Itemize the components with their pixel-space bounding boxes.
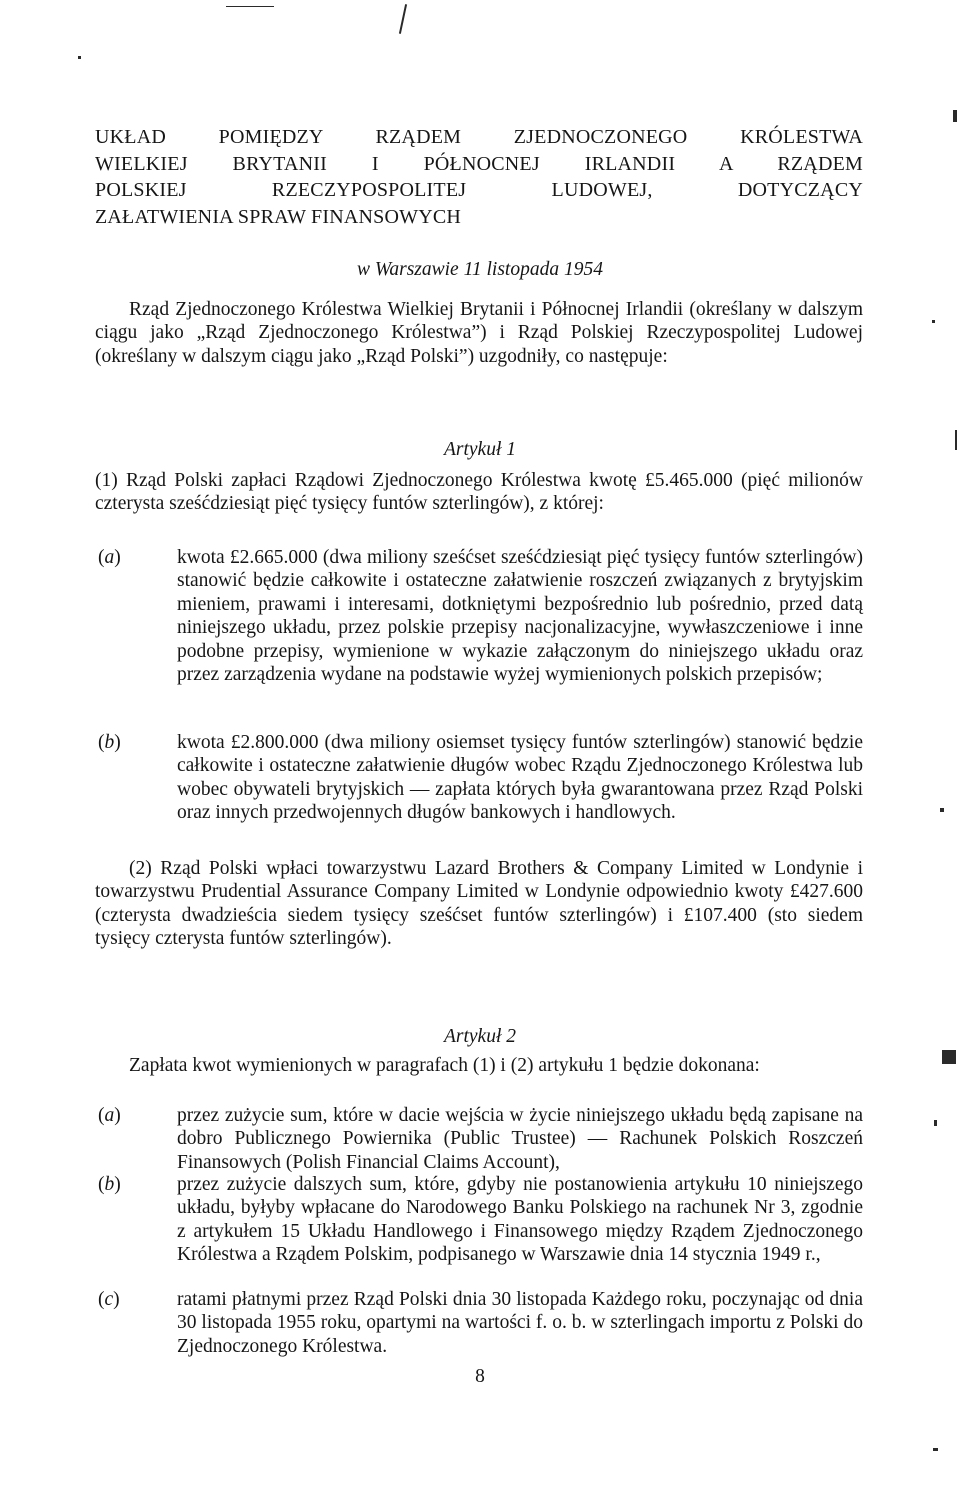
item-text: ratami płatnymi przez Rząd Polski dnia 30 listopada Każdego roku, poczynając od dnia 30 listopada 1955 roku, opartymi na wartości f. o. b. w szterlingach importu z Polski do Zjednoczonego Królestwa. bbox=[177, 1289, 863, 1357]
article-1-heading: Artykuł 1 bbox=[443, 439, 517, 460]
item-marker: (a) bbox=[98, 547, 121, 568]
date-line: w Warszawie 11 listopada 1954 bbox=[357, 259, 603, 280]
article-2-heading: Artykuł 2 bbox=[443, 1026, 517, 1047]
item-text: kwota £2.665.000 (dwa miliony sześćset sześćdziesiąt pięć tysięcy funtów szterlingów) stanowić będzie całkowite i ostateczne załatwienie roszczeń związanych z brytyjskim mieniem, prawami i interesami, dotkniętymi bezpośrednio lub pośrednio, przed datą niniejszego układu, przez polskie przepisy nacjonalizacyjne, wywłaszczeniowe i inne podobne przepisy, wymienione w wykazie załączonym do niniejszego układu oraz przez zarządzenia wydane na podstawie wyżej wymienionych polskich przepisów; bbox=[177, 547, 863, 686]
article-2-item-c bbox=[95, 1288, 863, 1358]
preamble-paragraph: Rząd Zjednoczonego Królestwa Wielkiej Brytanii i Północnej Irlandii (określany w dalszym ciągu jako „Rząd Zjednoczonego Królestwa”) i Rząd Polskiej Rzeczypospolitej Ludowej (określany w dalszym ciągu jako „Rząd Polski”) uzgodniły, co następuje: bbox=[95, 299, 863, 367]
article-2-item-a bbox=[95, 1104, 863, 1174]
scan-artifact bbox=[226, 6, 274, 7]
item-text: przez zużycie dalszych sum, które, gdyby nie postanowienia artykułu 10 niniejszego układu, byłyby wpłacane do Narodowego Banku Polskiego na rachunek Nr 3, zgodnie z artykułem 15 Układu Handlowego i Finansowego między Rządem Zjednoczonego Królestwa a Rządem Polskim, podpisanego w Warszawie dnia 14 stycznia 1949 r., bbox=[177, 1174, 863, 1266]
item-marker: (c) bbox=[98, 1289, 120, 1310]
scan-artifact bbox=[953, 110, 957, 122]
title-line: UKŁAD POMIĘDZY RZĄDEM ZJEDNOCZONEGO KRÓLESTWA bbox=[95, 126, 863, 148]
article-1-item-b bbox=[95, 731, 863, 825]
item-marker: (b) bbox=[98, 1174, 121, 1195]
article-2-item-b bbox=[95, 1173, 863, 1267]
title-line: WIELKIEJ BRYTANII I PÓŁNOCNEJ IRLANDII A RZĄDEM bbox=[95, 152, 863, 175]
item-marker: (b) bbox=[98, 732, 121, 753]
item-text: przez zużycie sum, które w dacie wejścia w życie niniejszego układu będą zapisane na dobro Publicznego Powiernika (Public Trustee) — Rachunek Polskich Roszczeń Finansowych (Polish Financial Claims Account), bbox=[177, 1105, 863, 1173]
scan-artifact bbox=[399, 4, 407, 34]
item-text: kwota £2.800.000 (dwa miliony osiemset tysięcy funtów szterlingów) stanowić będzie całkowite i ostateczne załatwienie długów wobec Rządu Zjednoczonego Królestwa lub wobec obywateli brytyjskich — zapłata których była gwarantowana przez Rząd Polski oraz innych przedwojennych długów bankowych i handlowych. bbox=[177, 732, 863, 824]
scan-artifact bbox=[940, 808, 944, 812]
title-line: ZAŁATWIENIA SPRAW FINANSOWYCH bbox=[95, 205, 462, 228]
document-title bbox=[95, 124, 863, 230]
item-marker: (a) bbox=[98, 1105, 121, 1126]
scan-artifact bbox=[933, 1448, 938, 1451]
page-number: 8 bbox=[475, 1366, 485, 1387]
article-1-paragraph-1: (1) Rząd Polski zapłaci Rządowi Zjednoczonego Królestwa kwotę £5.465.000 (pięć milionów czterysta sześćdziesiąt pięć tysięcy funtów szterlingów), z której: bbox=[95, 470, 863, 515]
article-1-item-a bbox=[95, 546, 863, 686]
scan-artifact bbox=[934, 1120, 937, 1126]
scan-artifact bbox=[932, 320, 935, 323]
article-1-paragraph-2: (2) Rząd Polski wpłaci towarzystwu Lazard Brothers & Company Limited w Londynie i towarzystwu Prudential Assurance Company Limited w Londynie odpowiednio kwoty £427.600 (czterysta dwadzieścia siedem tysięcy sześćset funtów szterlingów) i £107.400 (sto siedem tysięcy czterysta funtów szterlingów). bbox=[95, 858, 863, 950]
scan-artifact bbox=[955, 430, 957, 450]
title-line: POLSKIEJ RZECZYPOSPOLITEJ LUDOWEJ, DOTYCZĄCY bbox=[95, 179, 863, 202]
scan-artifact bbox=[78, 56, 81, 59]
article-2-intro: Zapłata kwot wymienionych w paragrafach (1) i (2) artykułu 1 będzie dokonana: bbox=[129, 1055, 760, 1076]
scan-artifact bbox=[942, 1050, 956, 1064]
